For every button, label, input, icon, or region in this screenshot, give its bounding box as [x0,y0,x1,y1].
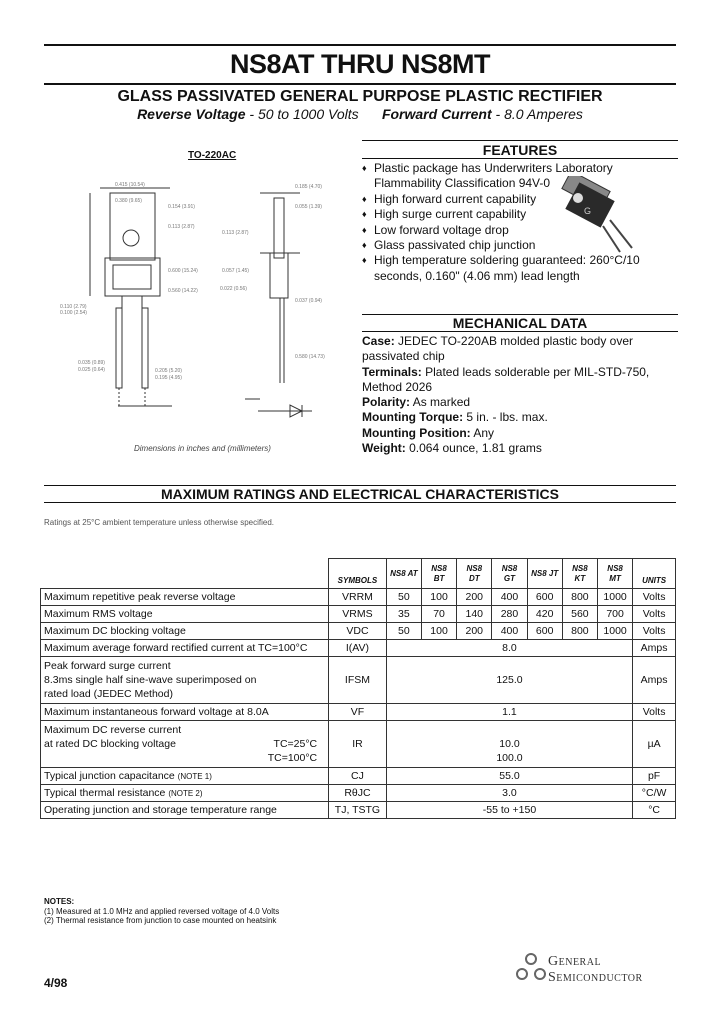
svg-text:0.055 (1.39): 0.055 (1.39) [295,204,322,210]
table-row: Peak forward surge current 8.3ms single half sine-wave superimposed on rated load (JEDEC Method) IFSM 125.0 Amps [41,657,676,704]
forward-current-value: - 8.0 Amperes [491,106,583,122]
svg-text:G: G [584,206,592,216]
svg-text:0.022 (0.56): 0.022 (0.56) [220,286,247,292]
svg-text:0.154 (3.91): 0.154 (3.91) [168,204,195,210]
table-row: Maximum DC blocking voltage VDC 50 100 200 400 600 800 1000 Volts [41,623,676,640]
package-outline-drawing [60,168,350,438]
ratings-heading: MAXIMUM RATINGS AND ELECTRICAL CHARACTERISTICS [161,486,559,502]
package-name: TO-220AC [188,150,237,161]
feature-item: ♦ High temperature soldering guaranteed: 260°C/10 seconds, 0.160" (4.06 mm) lead length [362,253,674,284]
col-part: NS8 KT [562,559,597,589]
doc-subtitle: GLASS PASSIVATED GENERAL PURPOSE PLASTIC RECTIFIER [117,88,603,105]
col-symbols: SYMBOLS [329,559,387,589]
mech-row-weight: Weight: 0.064 ounce, 1.81 grams [362,441,542,456]
col-part: NS8 MT [597,559,632,589]
revision-date: 4/98 [44,976,68,990]
col-part: NS8 AT [386,559,421,589]
note-1: (1) Measured at 1.0 MHz and applied reversed voltage of 4.0 Volts [44,906,280,916]
svg-text:0.195 (4.95): 0.195 (4.95) [155,375,182,381]
notes-heading: NOTES: [44,897,75,906]
svg-text:0.560 (14.22): 0.560 (14.22) [168,288,198,294]
features-heading: FEATURES [482,142,558,158]
svg-text:0.580 (14.73): 0.580 (14.73) [295,354,325,360]
mech-row-position: Mounting Position: Any [362,425,494,440]
svg-text:0.415 (10.54): 0.415 (10.54) [115,182,145,188]
table-row: Operating junction and storage temperature range TJ, TSTG -55 to +150 °C [41,802,676,819]
brand-name-line1: General [548,954,602,969]
forward-current-label: Forward Current [381,106,492,122]
table-row: Maximum repetitive peak reverse voltage VRRM 50 100 200 400 600 800 1000 Volts [41,589,676,606]
reverse-voltage-value: - 50 to 1000 Volts [245,106,359,122]
dimension-caption: Dimensions in inches and (millimeters) [134,444,271,453]
rectifier-package-image [558,176,638,256]
svg-text:0.380 (9.65): 0.380 (9.65) [115,198,142,204]
ratings-note: Ratings at 25°C ambient temperature unless otherwise specified. [44,518,274,527]
mech-row-case: Case: JEDEC TO-220AB molded plastic body over passivated chip [362,334,634,364]
col-part: NS8 JT [527,559,562,589]
svg-text:0.600 (15.24): 0.600 (15.24) [168,268,198,274]
brand-name-line2: Semiconductor [548,970,643,985]
table-row: Typical junction capacitance (NOTE 1) CJ 55.0 pF [41,768,676,785]
table-row: Typical thermal resistance (NOTE 2) RθJC 3.0 °C/W [41,785,676,802]
table-row: Maximum average forward rectified current at TC=100°C I(AV) 8.0 Amps [41,640,676,657]
voltage-current-summary [0,106,720,122]
feature-item: ♦ Low forward voltage drop [362,223,682,238]
feature-item: ♦ Plastic package has Underwriters Laboratory Flammability Classification 94V-0 [362,161,619,192]
reverse-voltage-label: Reverse Voltage [137,106,246,122]
feature-item: ♦ High forward current capability [362,192,682,207]
table-header-row [41,559,676,589]
svg-text:0.205 (5.20): 0.205 (5.20) [155,368,182,374]
feature-item: ♦ Glass passivated chip junction [362,238,682,253]
svg-text:0.037 (0.94): 0.037 (0.94) [295,298,322,304]
ratings-table [40,558,676,819]
svg-text:0.025 (0.64): 0.025 (0.64) [78,367,105,373]
mechanical-data [362,334,680,456]
svg-text:0.100 (2.54): 0.100 (2.54) [60,310,87,316]
svg-text:0.113 (2.87): 0.113 (2.87) [168,224,195,230]
brand-logo-text [548,954,643,986]
mech-row-polarity: Polarity: As marked [362,395,471,410]
mechanical-heading: MECHANICAL DATA [452,315,588,331]
col-part: NS8 BT [421,559,456,589]
svg-text:0.110 (2.79): 0.110 (2.79) [60,304,87,310]
svg-text:0.185 (4.70): 0.185 (4.70) [295,184,322,190]
col-part: NS8 GT [492,559,527,589]
general-semiconductor-logo-icon [514,950,548,986]
table-row: Maximum instantaneous forward voltage at 8.0A VF 1.1 Volts [41,704,676,721]
table-row: Maximum DC reverse current at rated DC blocking voltage TC=25°C TC=100°C IR 10.0 100.0 µA [41,721,676,768]
mech-row-terminals: Terminals: Plated leads solderable per MIL-STD-750, Method 2026 [362,364,650,394]
note-2: (2) Thermal resistance from junction to case mounted on heatsink [44,916,277,925]
svg-text:0.057 (1.45): 0.057 (1.45) [222,268,249,274]
mech-row-torque: Mounting Torque: 5 in. - lbs. max. [362,410,548,425]
svg-text:0.035 (0.89): 0.035 (0.89) [78,360,105,366]
col-units: UNITS [633,559,676,589]
feature-item: ♦ High surge current capability [362,207,682,222]
notes [44,897,279,926]
svg-text:0.113 (2.87): 0.113 (2.87) [222,230,249,236]
table-row: Maximum RMS voltage VRMS 35 70 140 280 420 560 700 Volts [41,606,676,623]
col-part: NS8 DT [457,559,492,589]
doc-title: NS8AT THRU NS8MT [229,49,490,79]
